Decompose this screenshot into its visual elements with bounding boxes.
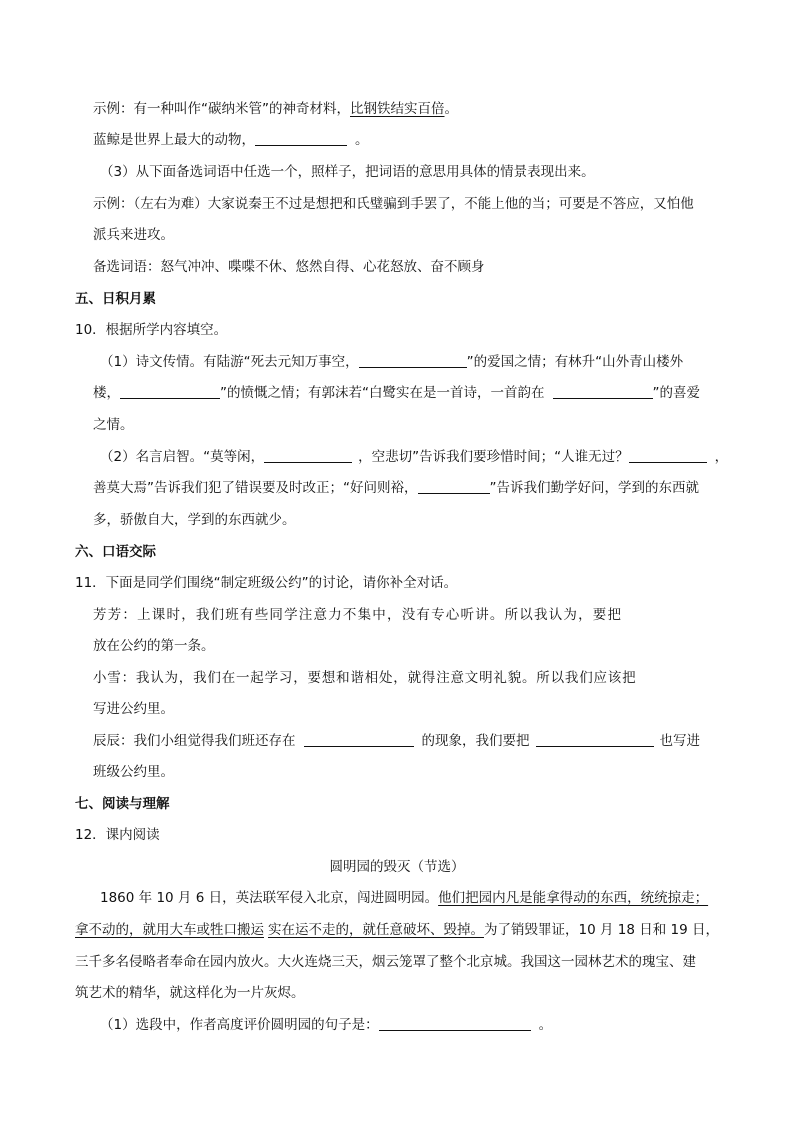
q10-part2-line-3: 多，骄傲自大，学到的东西就少。 (93, 512, 296, 528)
passage-text: 1860 年 10 月 6 日，英法联军侵入北京，闯进圆明园。 (100, 890, 439, 906)
blue-whale-period: 。 (355, 132, 369, 148)
example-underlined-phrase: 比钢铁结实百倍 (350, 101, 445, 117)
passage-underlined-text: 实在运不走的，就任意破坏、毁掉。 (268, 922, 484, 938)
dialogue-fangfang-line-1: 芳芳：上课时，我们班有些同学注意力不集中，没有专心听讲。所以我认为，要把 (93, 607, 623, 623)
q10-part2-comma: ， (714, 449, 729, 465)
dialogue-chenchen-line-1 (93, 732, 700, 750)
answer-blank[interactable] (255, 131, 347, 146)
dialogue-chenchen-text-cont: 的现象，我们要把 (421, 733, 530, 749)
dialogue-fangfang-line-2: 放在公约的第一条。 (93, 638, 215, 654)
sub-question-3: （3）从下面备选词语中任选一个，照样子，把词语的意思用具体的情景表现出来。 (100, 164, 595, 180)
dialogue-chenchen-line-2: 班级公约里。 (93, 764, 174, 780)
q10-part2-line-1 (100, 448, 728, 466)
q10-part1-text: 楼， (93, 385, 120, 401)
q12-sub1-period: 。 (538, 1017, 553, 1033)
example-period: 。 (444, 101, 458, 117)
answer-blank[interactable] (418, 479, 490, 494)
q10-part1-text-cont: ”的爱国之情；有林升“山外青山楼外 (466, 354, 684, 370)
passage-text: 为了销毁罪证，10 月 18 日和 19 日， (484, 922, 719, 938)
candidate-words: 备选词语：怒气冲冲、喋喋不休、悠然自得、心花怒放、奋不顾身 (93, 259, 485, 275)
dialogue-xiaoxue-line-2: 写进公约里。 (93, 701, 174, 717)
dialogue-xiaoxue-line-1: 小雪：我认为，我们在一起学习，要想和谐相处，就得注意文明礼貌。所以我们应该把 (93, 670, 637, 686)
passage-line-2 (75, 921, 719, 939)
q10-part1-line-1 (100, 353, 683, 371)
answer-blank[interactable] (379, 1016, 531, 1031)
passage-underlined-text: 他们把园内凡是能拿得动的东西，统统掠走； (438, 890, 709, 906)
q10-part2-line-2 (93, 479, 699, 497)
answer-blank[interactable] (553, 384, 653, 399)
example-paragraph-line-2: 派兵来进攻。 (93, 227, 174, 243)
q10-part1-text-end: ”的喜爱 (652, 385, 700, 401)
answer-blank[interactable] (359, 353, 467, 368)
passage-underlined-text: 拿不动的，就用大车或牲口搬运 (75, 922, 264, 938)
q10-part2-text: （2）名言启智。“莫等闲， (100, 449, 265, 465)
q10-part2-text: 善莫大焉”告诉我们犯了错误要及时改正；“好问则裕， (93, 480, 418, 496)
q10-part1-line-2 (93, 384, 700, 402)
q10-part1-text: （1）诗文传情。有陆游“死去元知万事空， (100, 354, 359, 370)
passage-line-1 (100, 889, 708, 907)
q12-sub-question-1 (100, 1016, 552, 1034)
section-7-heading: 七、阅读与理解 (75, 796, 170, 812)
q12-sub1-text: （1）选段中，作者高度评价圆明园的句子是： (100, 1017, 379, 1033)
section-5-heading: 五、日积月累 (75, 291, 156, 307)
section-6-heading: 六、口语交际 (75, 544, 156, 560)
question-12: 12．课内阅读 (75, 827, 160, 843)
example-line (93, 100, 458, 118)
dialogue-chenchen-text: 辰辰：我们小组觉得我们班还存在 (93, 733, 296, 749)
question-11: 11．下面是同学们围绕“制定班级公约”的讨论，请你补全对话。 (75, 575, 458, 591)
q10-part2-text-cont: ，空悲切”告诉我们要珍惜时间；“人谁无过？ (358, 449, 629, 465)
question-10: 10．根据所学内容填空。 (75, 322, 228, 338)
answer-blank[interactable] (120, 384, 220, 399)
blue-whale-text: 蓝鲸是世界上最大的动物， (93, 132, 255, 148)
example-text: 示例：有一种叫作“碳纳米管”的神奇材料， (93, 101, 350, 117)
answer-blank[interactable] (304, 732, 414, 747)
passage-title: 圆明园的毁灭（节选） (329, 859, 465, 875)
answer-blank[interactable] (536, 732, 654, 747)
answer-blank[interactable] (264, 448, 352, 463)
blue-whale-line (93, 131, 369, 149)
answer-blank[interactable] (629, 448, 707, 463)
q10-part2-text-cont: ”告诉我们勤学好问，学到的东西就 (489, 480, 699, 496)
passage-line-4: 筑艺术的精华，就这样化为一片灰烬。 (75, 985, 305, 1001)
q10-part1-line-3: 之情。 (93, 417, 134, 433)
passage-line-3: 三千多名侵略者奉命在园内放火。大火连烧三天，烟云笼罩了整个北京城。我国这一园林艺术的瑰宝、建 (75, 954, 696, 970)
q10-part1-text-cont: ”的愤慨之情；有郭沫若“白鹭实在是一首诗，一首韵在 (220, 385, 545, 401)
example-paragraph-line-1: 示例：（左右为难）大家说秦王不过是想把和氏璧骗到手罢了，不能上他的当；可要是不答应，又怕他 (93, 196, 694, 212)
dialogue-chenchen-text-end: 也写进 (659, 733, 700, 749)
